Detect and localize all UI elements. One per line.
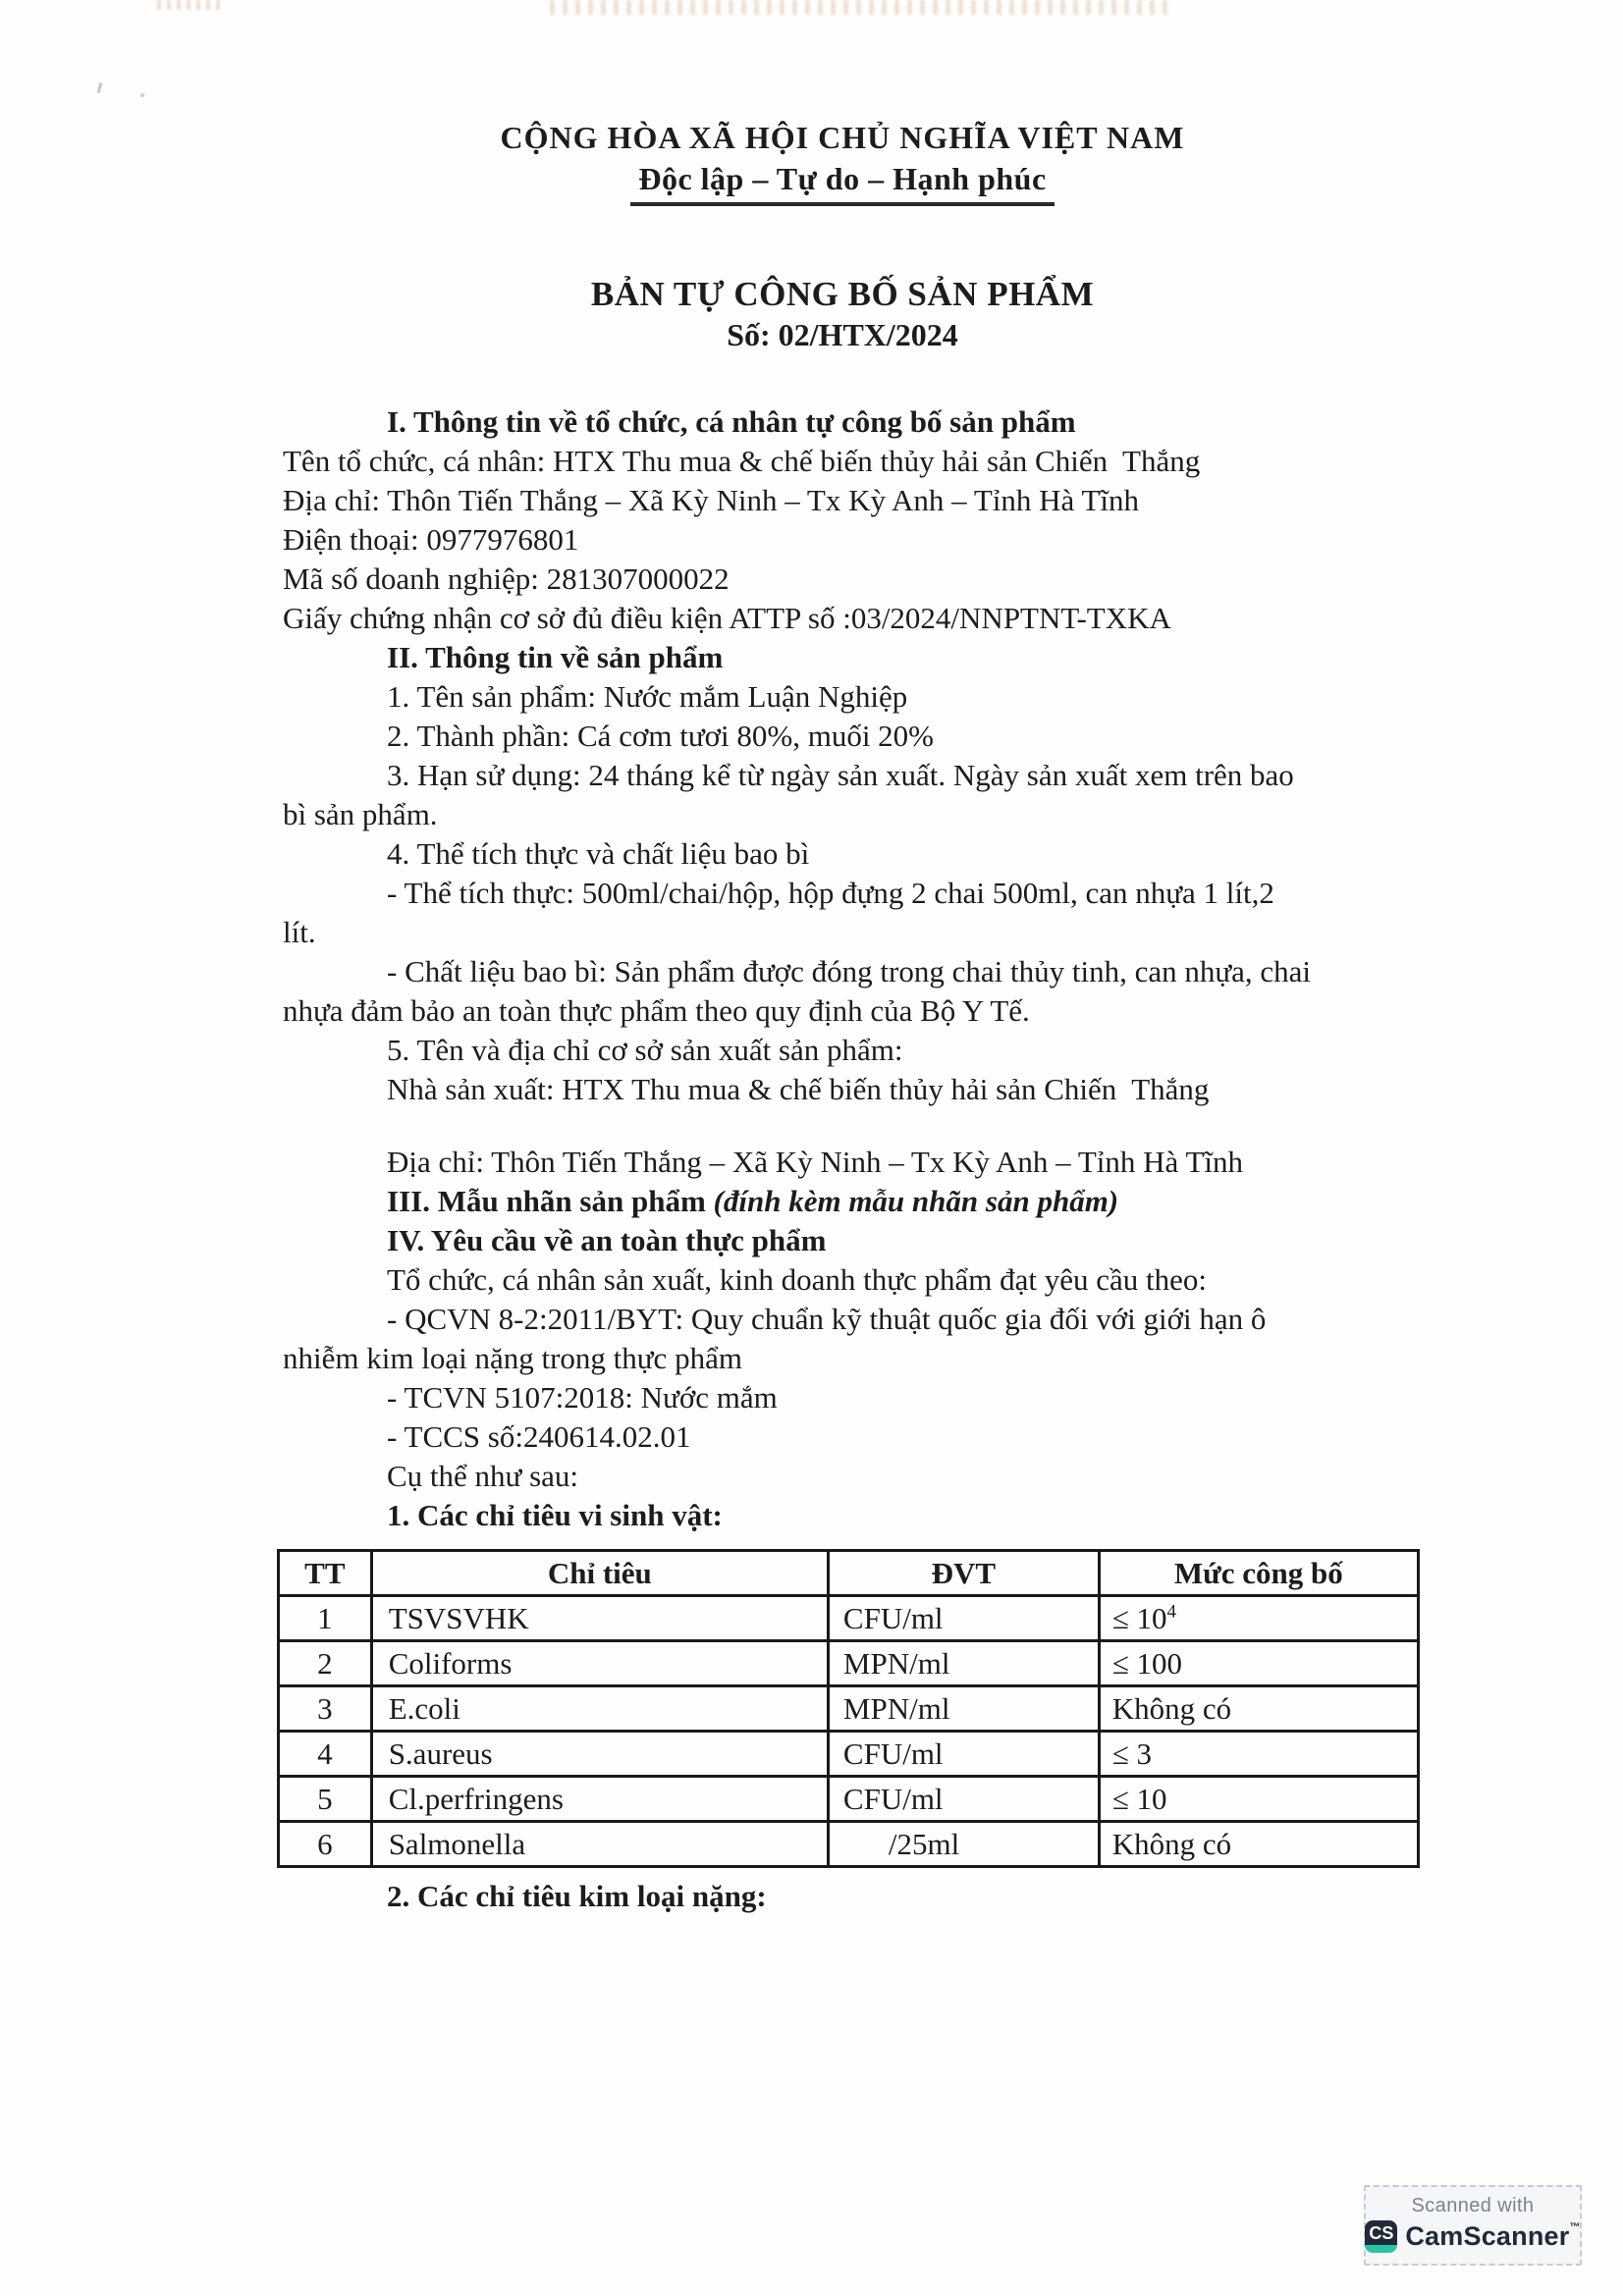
table-row <box>279 1777 1419 1822</box>
camscanner-brand-text <box>1405 2221 1580 2252</box>
product-packaging-line1: - Chất liệu bao bì: Sản phẩm được đóng trong chai thủy tinh, can nhựa, chai <box>387 954 1312 988</box>
table-row <box>279 1641 1419 1686</box>
org-phone-line: Điện thoại: 0977976801 <box>283 522 579 557</box>
scan-artifact-top-left <box>157 0 226 10</box>
section-iii-note: (đính kèm mẫu nhãn sản phẩm) <box>713 1184 1119 1218</box>
cell-chi-tieu: Coliforms <box>371 1641 828 1686</box>
camscanner-trademark: ™ <box>1569 2221 1581 2233</box>
document-body <box>283 402 1402 1916</box>
scan-speckle-dot <box>140 93 144 97</box>
cell-muc-value: ≤ 100 <box>1111 1645 1182 1681</box>
cell-muc-cong-bo <box>1099 1777 1418 1822</box>
cell-muc-cong-bo <box>1099 1822 1418 1867</box>
product-shelf-life-line1: 3. Hạn sử dụng: 24 tháng kể từ ngày sản xuất. Ngày sản xuất xem trên bao <box>387 758 1294 792</box>
col-header-dvt: ĐVT <box>828 1551 1099 1596</box>
org-attp-cert-line: Giấy chứng nhận cơ sở đủ điều kiện ATTP số :03/2024/NNPTNT-TXKA <box>283 601 1171 635</box>
camscanner-subtext: Scanned with <box>1411 2195 1535 2216</box>
camscanner-brand-label: CamScanner <box>1405 2221 1570 2251</box>
org-address-line: Địa chỉ: Thôn Tiến Thắng – Xã Kỳ Ninh – Tx Kỳ Anh – Tỉnh Hà Tĩnh <box>283 483 1140 517</box>
col-header-tt: TT <box>279 1551 372 1596</box>
section-iv-heading: IV. Yêu cầu về an toàn thực phẩm <box>387 1223 827 1257</box>
cell-muc-value: ≤ 10 <box>1111 1600 1167 1635</box>
cell-tt: 1 <box>279 1596 372 1641</box>
cell-dvt: MPN/ml <box>828 1686 1099 1732</box>
microbiological-criteria-table <box>277 1549 1420 1868</box>
cell-dvt: /25ml <box>828 1822 1099 1867</box>
product-volume-heading: 4. Thể tích thực và chất liệu bao bì <box>387 836 810 871</box>
table-row <box>279 1596 1419 1641</box>
product-packaging-line2: nhựa đảm bảo an toàn thực phẩm theo quy định của Bộ Y Tế. <box>283 993 1030 1028</box>
cell-tt: 6 <box>279 1822 372 1867</box>
micro-table-title: 1. Các chỉ tiêu vi sinh vật: <box>387 1498 723 1532</box>
table-row <box>279 1822 1419 1867</box>
product-volume-line2: lít. <box>283 915 316 949</box>
cell-chi-tieu: Cl.perfringens <box>371 1777 828 1822</box>
cell-tt: 3 <box>279 1686 372 1732</box>
camscanner-watermark <box>1364 2185 1582 2266</box>
manufacturer-line: Nhà sản xuất: HTX Thu mua & chế biến thủy hải sản Chiến Thắng <box>387 1072 1210 1106</box>
camscanner-brand-row <box>1366 2220 1580 2253</box>
cell-muc-cong-bo <box>1099 1641 1418 1686</box>
blank-line <box>283 1109 1402 1143</box>
cell-muc-value: Không có <box>1111 1690 1232 1726</box>
col-header-muc-cong-bo: Mức công bố <box>1099 1551 1418 1596</box>
document-number: Số: 02/HTX/2024 <box>727 317 958 352</box>
national-motto-line2: Độc lập – Tự do – Hạnh phúc <box>630 161 1054 206</box>
col-header-chi-tieu: Chỉ tiêu <box>371 1551 828 1596</box>
cs-camscanner-icon: CS <box>1365 2220 1397 2253</box>
product-volume-line1: - Thể tích thực: 500ml/chai/hộp, hộp đựng 2 chai 500ml, can nhựa 1 lít,2 <box>387 876 1274 910</box>
product-ingredients-line: 2. Thành phần: Cá cơm tươi 80%, muối 20% <box>387 719 935 753</box>
table-header-row <box>279 1551 1419 1596</box>
req-qcvn-line2: nhiễm kim loại nặng trong thực phẩm <box>283 1341 742 1375</box>
cell-chi-tieu: S.aureus <box>371 1732 828 1777</box>
cell-muc-value: Không có <box>1111 1826 1232 1861</box>
cell-muc-value: ≤ 10 <box>1111 1781 1167 1816</box>
section-i-heading: I. Thông tin về tổ chức, cá nhân tự công bố sản phẩm <box>387 404 1076 439</box>
product-shelf-life-line2: bì sản phẩm. <box>283 797 438 831</box>
cell-muc-value: ≤ 3 <box>1111 1735 1152 1771</box>
manufacturer-address-line: Địa chỉ: Thôn Tiến Thắng – Xã Kỳ Ninh – Tx Kỳ Anh – Tỉnh Hà Tĩnh <box>387 1145 1244 1179</box>
cell-tt: 5 <box>279 1777 372 1822</box>
table-row <box>279 1686 1419 1732</box>
document-title-block <box>283 275 1402 353</box>
cell-muc-exponent: 4 <box>1166 1601 1176 1623</box>
scan-speckle <box>97 82 103 93</box>
document-title: BẢN TỰ CÔNG BỐ SẢN PHẨM <box>590 275 1095 313</box>
cell-chi-tieu: TSVSVHK <box>371 1596 828 1641</box>
req-qcvn-line1: - QCVN 8-2:2011/BYT: Quy chuẩn kỹ thuật quốc gia đối với giới hạn ô <box>387 1302 1267 1336</box>
req-tcvn-line: - TCVN 5107:2018: Nước mắm <box>387 1380 778 1415</box>
cell-chi-tieu: Salmonella <box>371 1822 828 1867</box>
cell-dvt: CFU/ml <box>828 1596 1099 1641</box>
org-business-code-line: Mã số doanh nghiệp: 281307000022 <box>283 561 730 596</box>
section-iii-heading: III. Mẫu nhãn sản phẩm <box>387 1184 706 1218</box>
cell-dvt: CFU/ml <box>828 1777 1099 1822</box>
req-tccs-line: - TCCS số:240614.02.01 <box>387 1419 691 1454</box>
cell-chi-tieu: E.coli <box>371 1686 828 1732</box>
cell-tt: 2 <box>279 1641 372 1686</box>
national-motto-line1: CỘNG HÒA XÃ HỘI CHỦ NGHĨA VIỆT NAM <box>500 120 1185 155</box>
section-ii-heading: II. Thông tin về sản phẩm <box>387 640 724 674</box>
cell-muc-cong-bo <box>1099 1732 1418 1777</box>
org-name-line: Tên tổ chức, cá nhân: HTX Thu mua & chế biến thủy hải sản Chiến Thắng <box>283 444 1201 478</box>
national-header <box>283 0 1402 206</box>
table-row <box>279 1732 1419 1777</box>
cell-dvt: MPN/ml <box>828 1641 1099 1686</box>
safety-intro-line: Tổ chức, cá nhân sản xuất, kinh doanh thực phẩm đạt yêu cầu theo: <box>387 1262 1208 1297</box>
heavy-metal-table-title: 2. Các chỉ tiêu kim loại nặng: <box>387 1879 767 1913</box>
cell-muc-cong-bo <box>1099 1686 1418 1732</box>
document-content <box>283 0 1402 1916</box>
producer-heading: 5. Tên và địa chỉ cơ sở sản xuất sản phẩm: <box>387 1033 903 1067</box>
cell-tt: 4 <box>279 1732 372 1777</box>
detail-intro-line: Cụ thể như sau: <box>387 1459 579 1493</box>
section-iii-heading-line <box>283 1182 1402 1221</box>
cell-dvt: CFU/ml <box>828 1732 1099 1777</box>
cell-muc-cong-bo <box>1099 1596 1418 1641</box>
product-name-line: 1. Tên sản phẩm: Nước mắm Luận Nghiệp <box>387 679 908 714</box>
